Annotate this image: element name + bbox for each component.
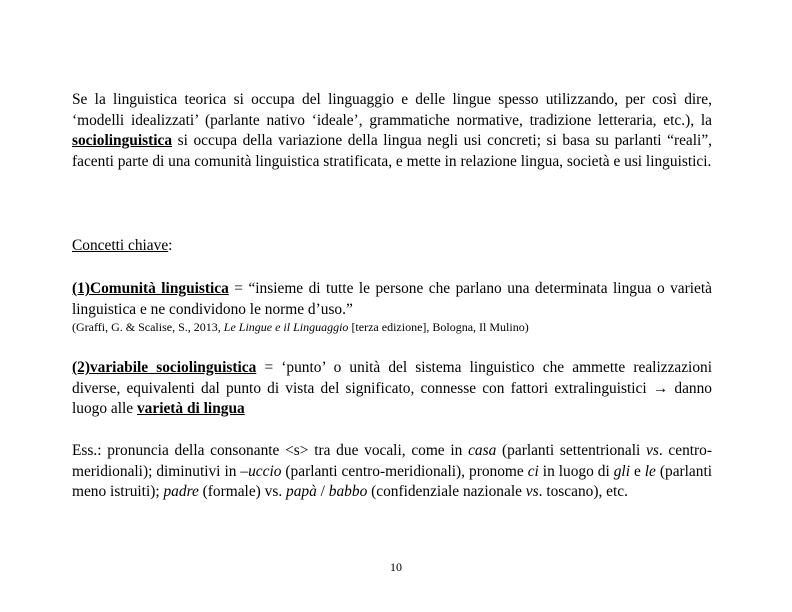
- example-word: papà: [286, 483, 317, 500]
- example-word: babbo: [328, 483, 368, 500]
- sociolinguistica-term: sociolinguistica: [72, 132, 173, 149]
- examples-paragraph: [72, 441, 712, 503]
- examples-text: . centro-meridionali); diminutivi in: [72, 442, 712, 480]
- concept-2-text: = ‘punto’ o unità del sistema linguistico che ammette realizzazioni diverse, equivalenti dal punto di vista del significato, connesse con fattori extralinguistici → danno luogo alle: [72, 359, 712, 417]
- citation-authors: (Graffi, G. & Scalise, S., 2013,: [72, 320, 224, 334]
- concept-1-term: Comunità linguistica: [89, 280, 229, 297]
- examples-text: (parlanti meno istruiti);: [72, 462, 713, 500]
- concept-2-number: (2): [72, 359, 90, 376]
- concept-2-definition: [72, 358, 712, 420]
- citation: [72, 320, 712, 335]
- page-number: 10: [390, 560, 402, 574]
- concept-1-number: (1): [72, 280, 90, 297]
- concepts-heading-label: Concetti chiave: [72, 237, 169, 254]
- concepts-heading-colon: :: [168, 237, 173, 254]
- examples-text: /: [316, 483, 329, 500]
- concept-1-text: = “insieme di tutte le persone che parlano una determinata lingua o varietà linguistica e ne condividono le norme d’uso.”: [72, 280, 712, 318]
- examples-text: (parlanti centro-meridionali), pronome: [281, 462, 528, 480]
- varieta-di-lingua-term: varietà di lingua: [136, 400, 245, 417]
- examples-text: (confidenziale nazionale: [367, 483, 526, 500]
- concept-1-definition: [72, 279, 712, 320]
- intro-paragraph: [72, 90, 712, 172]
- example-word: ci: [527, 462, 539, 480]
- example-word: vs: [646, 442, 659, 459]
- concepts-heading: [72, 236, 712, 257]
- example-word: –uccio: [240, 462, 282, 480]
- examples-text: e: [629, 462, 645, 480]
- examples-text: . toscano), etc.: [538, 483, 628, 500]
- citation-rest: [terza edizione], Bologna, Il Mulino): [348, 320, 529, 334]
- example-word: padre: [163, 483, 199, 500]
- example-word: casa: [468, 442, 497, 459]
- example-word: vs: [525, 483, 539, 500]
- examples-text: (formale) vs.: [198, 483, 287, 500]
- example-word: gli: [613, 462, 630, 480]
- intro-text-before: Se la linguistica teorica si occupa del linguaggio e delle lingue spesso utilizzando, per così dire, ‘modelli idealizzati’ (parlante nativo ‘ideale’, grammatiche normative, tradizione letteraria, etc.), la: [72, 91, 712, 129]
- examples-text: (parlanti settentrionali: [496, 442, 646, 459]
- concept-2-term: variabile sociolinguistica: [89, 359, 257, 376]
- examples-text: Ess.: pronuncia della consonante <s> tra due vocali, come in: [72, 442, 469, 459]
- citation-title: Le Lingue e il Linguaggio: [223, 320, 349, 334]
- example-word: le: [644, 462, 656, 480]
- examples-text: in luogo di: [538, 462, 614, 480]
- intro-text-after: si occupa della variazione della lingua negli usi concreti; si basa su parlanti “reali”, facenti parte di una comunità linguistica stratificata, e mette in relazione lingua, società e usi linguistici.: [72, 132, 712, 170]
